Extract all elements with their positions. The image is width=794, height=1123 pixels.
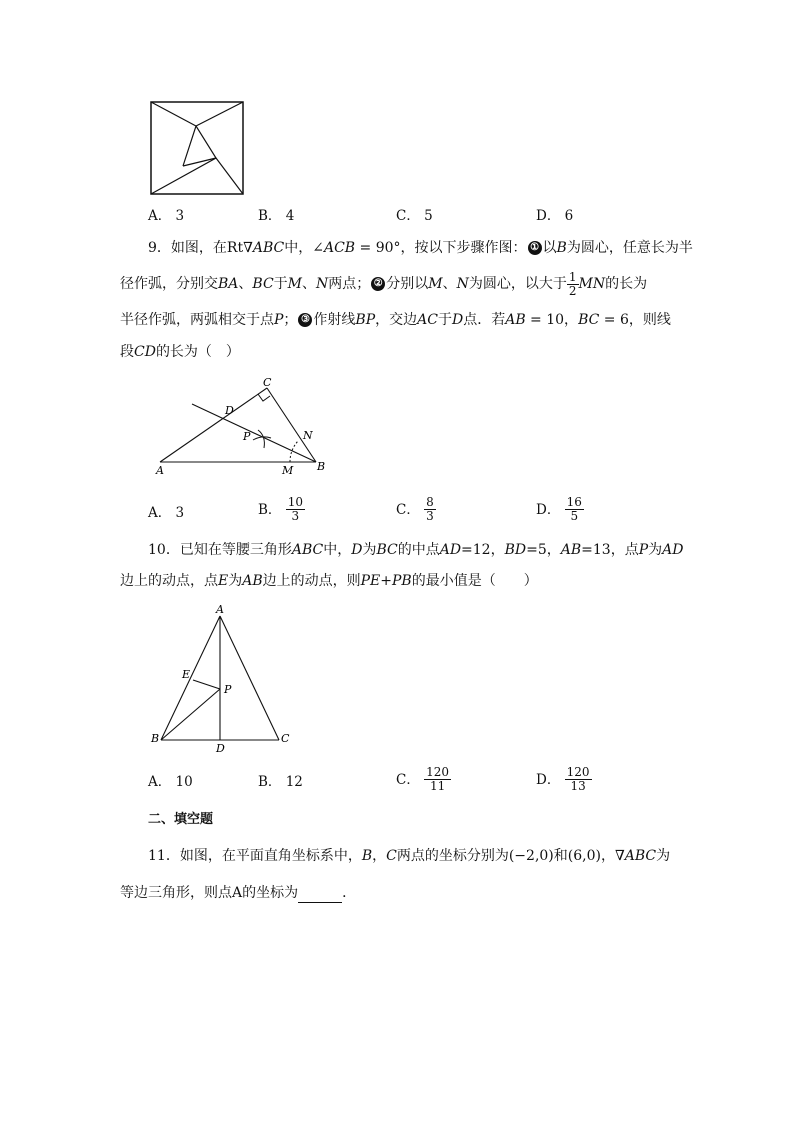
q9-option-a: A． 3 — [148, 505, 185, 521]
q10-label-b: B — [151, 732, 160, 745]
q10-figure — [148, 602, 298, 754]
q11-line-2: 等边三角形，则点A的坐标为 ． — [120, 885, 357, 901]
q8-figure — [146, 98, 248, 198]
q8-option-d: D． 6 — [536, 208, 574, 224]
q9-half-fraction: $\frac{1}{2}$ — [568, 269, 577, 298]
q10-option-d: D． $\frac{120}{13}$ — [536, 765, 590, 793]
q10-label-e: E — [182, 668, 191, 681]
q8-option-c: C． 5 — [396, 208, 433, 224]
q9-label-c: C — [263, 376, 272, 389]
section-fill-in-title: 二、填空题 — [148, 812, 214, 827]
q10-line-1: 10．已知在等腰三角形ABC中，D为BC的中点AD=12，BD=5，AB=13，点P为AD — [148, 542, 684, 558]
q10-label-d: D — [216, 742, 225, 754]
q9-label-m: M — [282, 464, 294, 477]
q9-figure — [150, 374, 340, 480]
q10-option-a: A． 10 — [148, 774, 193, 790]
q9-label-n: N — [303, 429, 313, 442]
q9-label-p: P — [243, 430, 251, 443]
q10-label-p: P — [224, 683, 232, 696]
q9-label-b: B — [317, 460, 326, 473]
q10-line-2: 边上的动点，点E为AB边上的动点，则PE+PB的最小值是（ ） — [120, 573, 538, 589]
q9-label-a: A — [156, 464, 164, 477]
q9-line-4: 段CD的长为（ ） — [120, 344, 240, 360]
q9-line-1: 9．如图，在Rt∇ABC中，∠ACB = 90°，按以下步骤作图： ① 以B为圆心，任意长为半 — [148, 240, 693, 256]
q9-option-b: B． $\frac{10}{3}$ — [258, 495, 303, 523]
q8-option-b: B． 4 — [258, 208, 295, 224]
q9-option-d: D． $\frac{16}{5}$ — [536, 495, 582, 523]
q10-option-b: B． 12 — [258, 774, 303, 790]
q11-line-1: 11．如图，在平面直角坐标系中，B，C两点的坐标分别为(−2,0)和(6,0)，∇ABC为 — [148, 848, 671, 864]
q9-line-3: 半径作弧，两弧相交于点P； ③ 作射线BP，交边AC于D点．若AB = 10，BC = 6，则线 — [120, 312, 671, 328]
q9-label-d: D — [225, 404, 234, 417]
q9-line-2: 径作弧，分别交 BA 、 BC 于 M 、 N 两点； ② 分别以 M 、 N 为圆心，以大于 $\frac{1}{2}$ MN 的长为 — [120, 269, 648, 298]
q10-label-c: C — [281, 732, 290, 745]
q8-option-a: A． 3 — [148, 208, 185, 224]
q9-option-c: C． $\frac{8}{3}$ — [396, 495, 434, 523]
q10-label-a: A — [216, 603, 224, 616]
q10-option-c: C． $\frac{120}{11}$ — [396, 765, 450, 793]
q11-answer-blank[interactable] — [298, 888, 342, 903]
